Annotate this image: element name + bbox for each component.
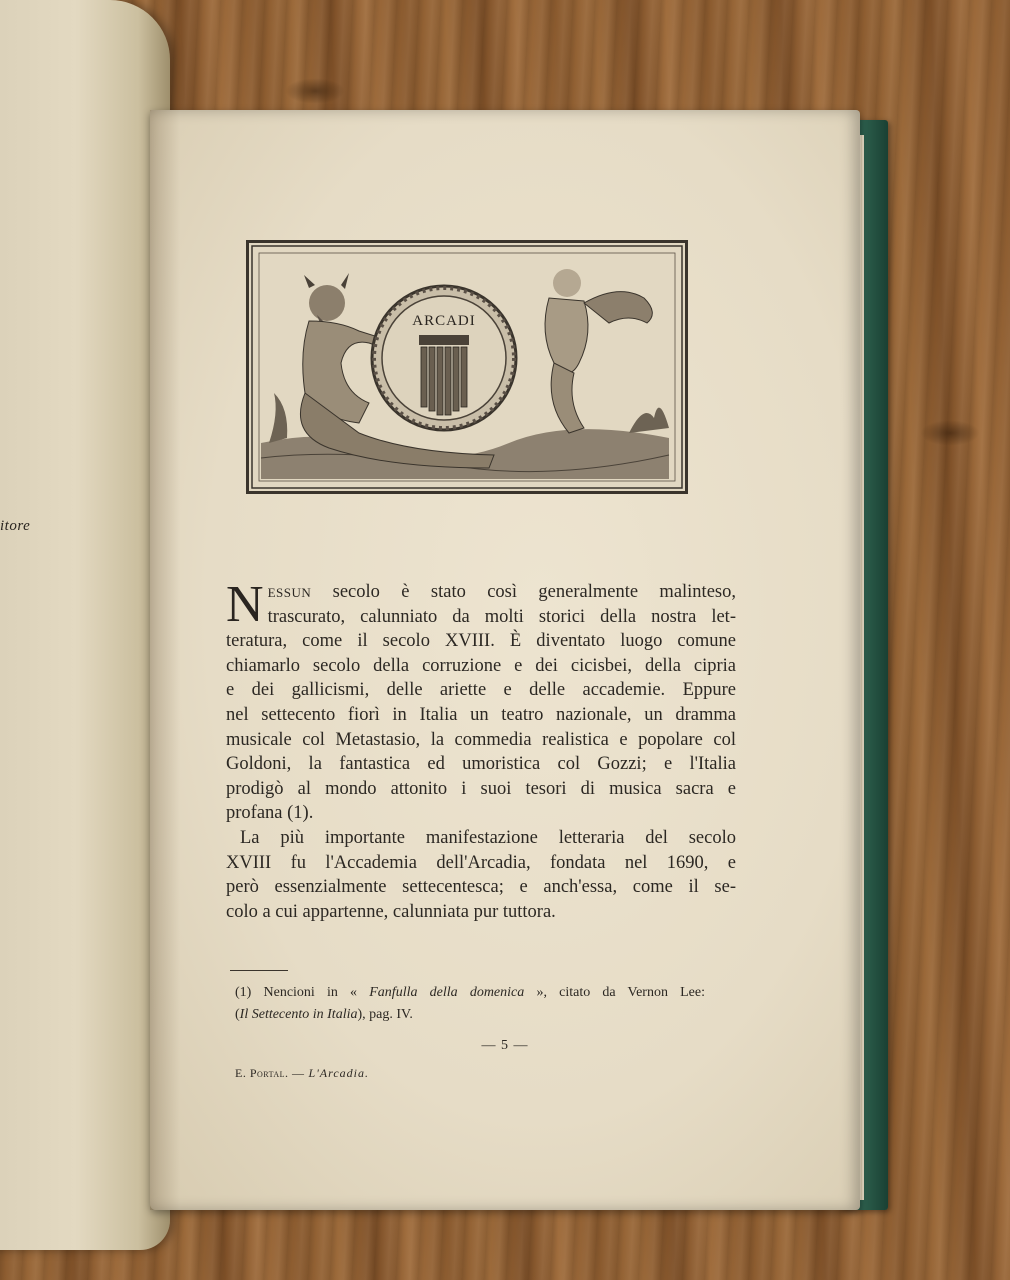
footnote-text: (1) Nencioni in « bbox=[235, 985, 358, 1000]
engraving-inscription: ARCADI bbox=[412, 313, 476, 329]
text-line: teratura, come il secolo XVIII. È diventato luogo comune bbox=[226, 631, 736, 652]
opening-word: essun bbox=[267, 582, 312, 602]
left-page-text-fragment: itore bbox=[0, 518, 31, 534]
text-line: nel settecento fiorì in Italia un teatro nazionale, un dramma bbox=[226, 704, 736, 725]
footnote-title: Fanfulla della domenica bbox=[369, 985, 525, 1000]
signature-line bbox=[235, 1066, 369, 1081]
footnote-line bbox=[235, 982, 705, 1004]
footnote-title: Il Settecento in Italia bbox=[239, 1007, 358, 1022]
main-text-body bbox=[226, 576, 736, 924]
text-line: XVIII fu l'Accademia dell'Arcadia, fondata nel 1690, e bbox=[226, 852, 736, 873]
wood-knot bbox=[285, 78, 345, 104]
text-span: secolo è stato così generalmente malinteso, bbox=[332, 582, 736, 602]
text-line: colo a cui appartenne, calunniata pur tuttora. bbox=[226, 901, 556, 922]
text-line: trascurato, calunniato da molti storici della nostra let- bbox=[267, 606, 736, 627]
right-page bbox=[150, 110, 860, 1210]
wood-knot bbox=[920, 420, 980, 446]
text-line: prodigò al mondo attonito i suoi tesori di musica sacra e bbox=[226, 778, 736, 799]
text-line: però essenzialmente settecentesca; e anch'essa, come il se- bbox=[226, 877, 736, 898]
text-line: musicale col Metastasio, la commedia realistica e popolare col bbox=[226, 729, 736, 750]
engraving-illustration bbox=[249, 243, 685, 491]
signature-title: L'Arcadia. bbox=[308, 1066, 370, 1080]
footnote-text: », citato da Vernon Lee: bbox=[536, 985, 706, 1000]
text-line: La più importante manifestazione letteraria del secolo bbox=[240, 827, 736, 848]
footnote-text: ( bbox=[235, 1007, 240, 1022]
text-line: chiamarlo secolo della corruzione e dei cicisbei, della cipria bbox=[226, 655, 736, 676]
page-number: — 5 — bbox=[481, 1038, 529, 1053]
drop-cap: N bbox=[226, 576, 264, 633]
arcadia-engraving-image bbox=[246, 240, 688, 494]
text-line: Goldoni, la fantastica ed umoristica col Gozzi; e l'Italia bbox=[226, 754, 736, 775]
signature-author: E. Portal. — bbox=[235, 1066, 305, 1080]
left-page bbox=[0, 0, 170, 1250]
text-line bbox=[226, 580, 736, 605]
text-line: profana (1). bbox=[226, 803, 314, 824]
footnote-text: ), pag. IV. bbox=[357, 1007, 413, 1022]
footnote-rule bbox=[230, 970, 288, 971]
footnote bbox=[235, 982, 705, 1026]
text-line: e dei gallicismi, delle ariette e delle accademie. Eppure bbox=[226, 680, 736, 701]
footnote-line bbox=[235, 1004, 705, 1026]
